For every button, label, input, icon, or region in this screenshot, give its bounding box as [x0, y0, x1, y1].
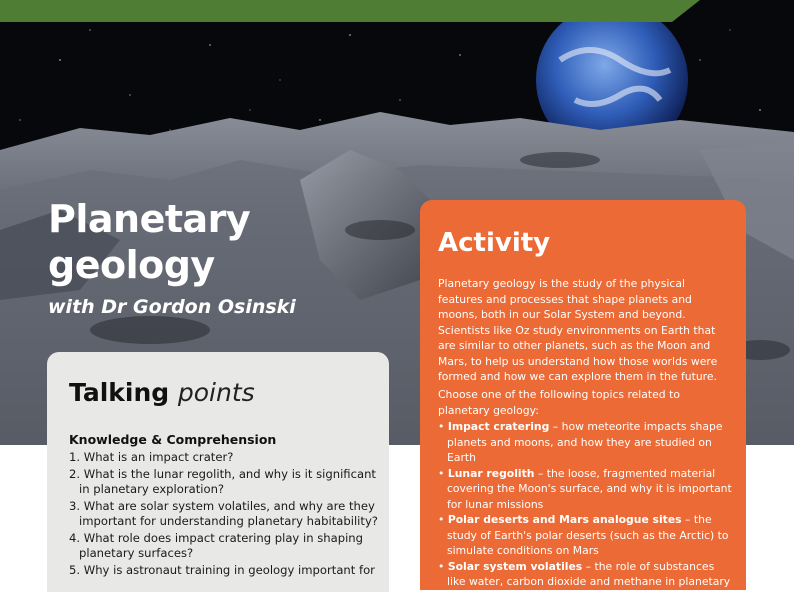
title-line-2: geology	[48, 242, 368, 288]
list-item: • Polar deserts and Mars analogue sites – the study of Earth's polar deserts (such as the Arctic) to simulate conditions on Mars	[438, 512, 734, 559]
list-item: • Solar system volatiles – the role of substances like water, carbon dioxide and methane in planetary formation and	[438, 559, 734, 605]
topic-desc: – how meteorite impacts shape planets and moons, and how they are studied on Earth	[447, 420, 723, 464]
activity-intro: Planetary geology is the study of the physical features and processes that shape planets and moons, both in our Solar System and beyond. Scientists like Oz study environments on Earth that are similar to other planets, such as the Moon and Mars, to help us understand how those worlds were formed and how we can explore them in the future.	[438, 276, 730, 385]
topic-term: Polar deserts and Mars analogue sites	[448, 513, 682, 526]
topic-term: Solar system volatiles	[448, 560, 582, 573]
topic-desc: – the role of substances like water, carbon dioxide and methane in planetary formation and	[447, 560, 730, 604]
heading-bold: Talking	[69, 378, 169, 407]
heading-light: points	[178, 378, 255, 407]
talking-points-panel	[47, 352, 389, 592]
topic-term: Lunar regolith	[448, 467, 535, 480]
topic-list	[438, 419, 734, 605]
list-item: 5. Why is astronaut training in geology important for	[69, 563, 379, 579]
list-item: 3. What are solar system volatiles, and why are they important for understanding planetary habitability?	[69, 499, 379, 530]
activity-panel	[420, 200, 746, 590]
activity-instruction: Choose one of the following topics related to planetary geology:	[438, 387, 730, 418]
topic-term: Impact cratering	[448, 420, 550, 433]
section-heading: Knowledge & Comprehension	[69, 432, 276, 447]
question-list	[69, 450, 379, 579]
title-line-1: Planetary	[48, 196, 368, 242]
page-subtitle: with Dr Gordon Osinski	[48, 296, 388, 318]
list-item: • Impact cratering – how meteorite impacts shape planets and moons, and how they are studied on Earth	[438, 419, 734, 466]
topic-desc: – the loose, fragmented material covering the Moon's surface, and why it is important for lunar missions	[447, 467, 732, 511]
list-item: 2. What is the lunar regolith, and why is it significant in planetary exploration?	[69, 467, 379, 498]
activity-heading: Activity	[438, 228, 550, 258]
list-item: • Lunar regolith – the loose, fragmented material covering the Moon's surface, and why it is important for lunar missions	[438, 466, 734, 513]
topic-desc: – the study of Earth's polar deserts (such as the Arctic) to simulate conditions on Mars	[447, 513, 729, 557]
list-item: 1. What is an impact crater?	[69, 450, 379, 466]
talking-points-heading	[69, 378, 255, 407]
header-band	[0, 0, 700, 22]
page-title	[48, 196, 368, 288]
list-item: 4. What role does impact cratering play in shaping planetary surfaces?	[69, 531, 379, 562]
